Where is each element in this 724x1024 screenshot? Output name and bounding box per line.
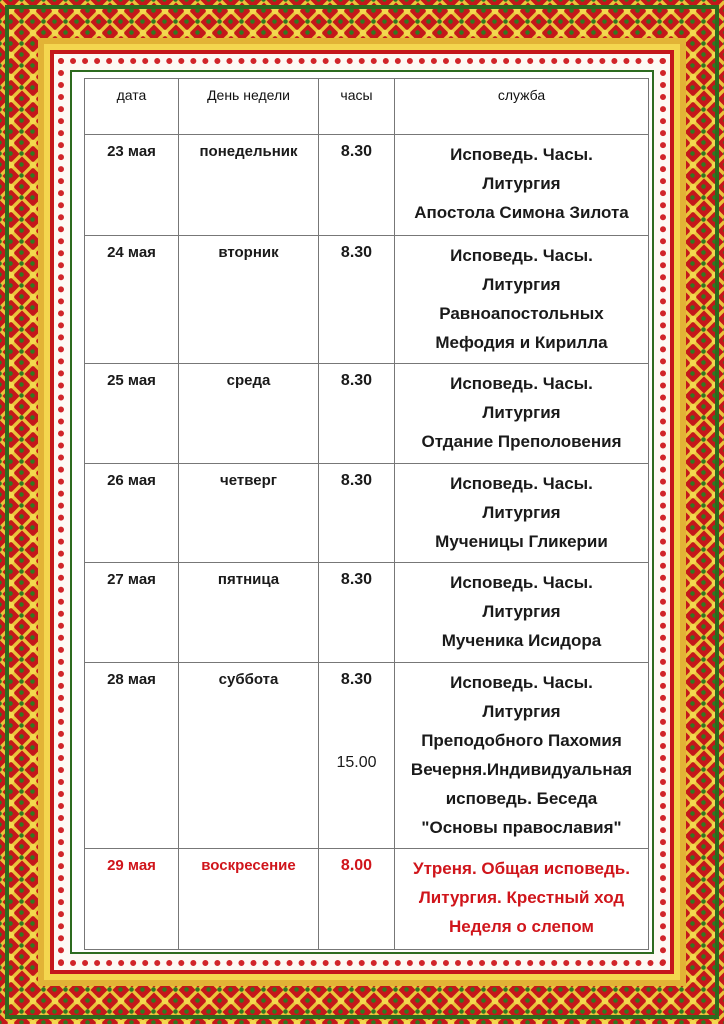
table-row <box>85 464 649 563</box>
table-row <box>85 364 649 464</box>
row-time-main: 8.30 <box>340 143 373 160</box>
row-service <box>395 563 649 663</box>
row-service <box>395 849 649 950</box>
service-schedule-table <box>84 78 649 950</box>
service-line: Вечерня.Индивидуальная <box>410 760 633 779</box>
service-line: Неделя о слепом <box>448 917 594 936</box>
header-day: День недели <box>179 79 319 135</box>
row-time-main: 8.30 <box>340 472 373 489</box>
header-service: служба <box>395 79 649 135</box>
service-line: "Основы православия" <box>421 818 622 837</box>
row-time-main: 8.30 <box>340 372 373 389</box>
service-line: Литургия <box>482 602 561 621</box>
service-line: Литургия <box>482 275 561 294</box>
service-line: Литургия. Крестный ход <box>418 888 625 907</box>
row-time <box>319 135 395 236</box>
service-line: Апостола Симона Зилота <box>414 203 629 222</box>
row-time <box>319 236 395 364</box>
row-date: 23 мая <box>85 135 179 236</box>
service-line: Преподобного Пахомия <box>421 731 622 750</box>
table-row <box>85 663 649 849</box>
row-date: 28 мая <box>85 663 179 849</box>
row-date: 29 мая <box>85 849 179 950</box>
row-time <box>319 364 395 464</box>
service-line: Исповедь. Часы. <box>450 145 593 164</box>
service-line: Отдание Преполовения <box>421 432 622 451</box>
header-date: дата <box>85 79 179 135</box>
row-date: 26 мая <box>85 464 179 563</box>
row-day: пятница <box>179 563 319 663</box>
table-row <box>85 236 649 364</box>
service-line: Исповедь. Часы. <box>450 246 593 265</box>
row-time-main: 8.30 <box>340 671 373 688</box>
header-time: часы <box>319 79 395 135</box>
row-day: воскресение <box>179 849 319 950</box>
row-day: четверг <box>179 464 319 563</box>
service-line: Мефодия и Кирилла <box>435 333 608 352</box>
service-line: Литургия <box>482 403 561 422</box>
row-time-main: 8.30 <box>340 571 373 588</box>
row-time <box>319 464 395 563</box>
row-service <box>395 364 649 464</box>
service-line: Мученика Исидора <box>441 631 602 650</box>
service-line: Утреня. Общая исповедь. <box>413 859 630 878</box>
row-time-main: 8.00 <box>340 857 373 874</box>
row-day: среда <box>179 364 319 464</box>
service-line: Литургия <box>482 174 561 193</box>
row-date: 27 мая <box>85 563 179 663</box>
row-time-second: 15.00 <box>336 754 377 771</box>
row-time-main: 8.30 <box>340 244 373 261</box>
row-time <box>319 849 395 950</box>
row-service <box>395 135 649 236</box>
service-line: Исповедь. Часы. <box>450 573 593 592</box>
service-line: исповедь. Беседа <box>445 789 598 808</box>
service-line: Литургия <box>482 702 561 721</box>
service-line: Равноапостольных <box>439 304 604 323</box>
service-line: Исповедь. Часы. <box>450 374 593 393</box>
service-line: Исповедь. Часы. <box>450 673 593 692</box>
row-day: понедельник <box>179 135 319 236</box>
row-day: вторник <box>179 236 319 364</box>
row-date: 24 мая <box>85 236 179 364</box>
service-line: Мученицы Гликерии <box>435 532 608 551</box>
row-date: 25 мая <box>85 364 179 464</box>
row-day: суббота <box>179 663 319 849</box>
table-row-sunday <box>85 849 649 950</box>
service-line: Литургия <box>482 503 561 522</box>
row-service <box>395 663 649 849</box>
row-time <box>319 663 395 849</box>
service-line: Исповедь. Часы. <box>450 474 593 493</box>
table-header-row <box>85 79 649 135</box>
row-service <box>395 464 649 563</box>
row-service <box>395 236 649 364</box>
table-row <box>85 563 649 663</box>
row-time <box>319 563 395 663</box>
table-row <box>85 135 649 236</box>
